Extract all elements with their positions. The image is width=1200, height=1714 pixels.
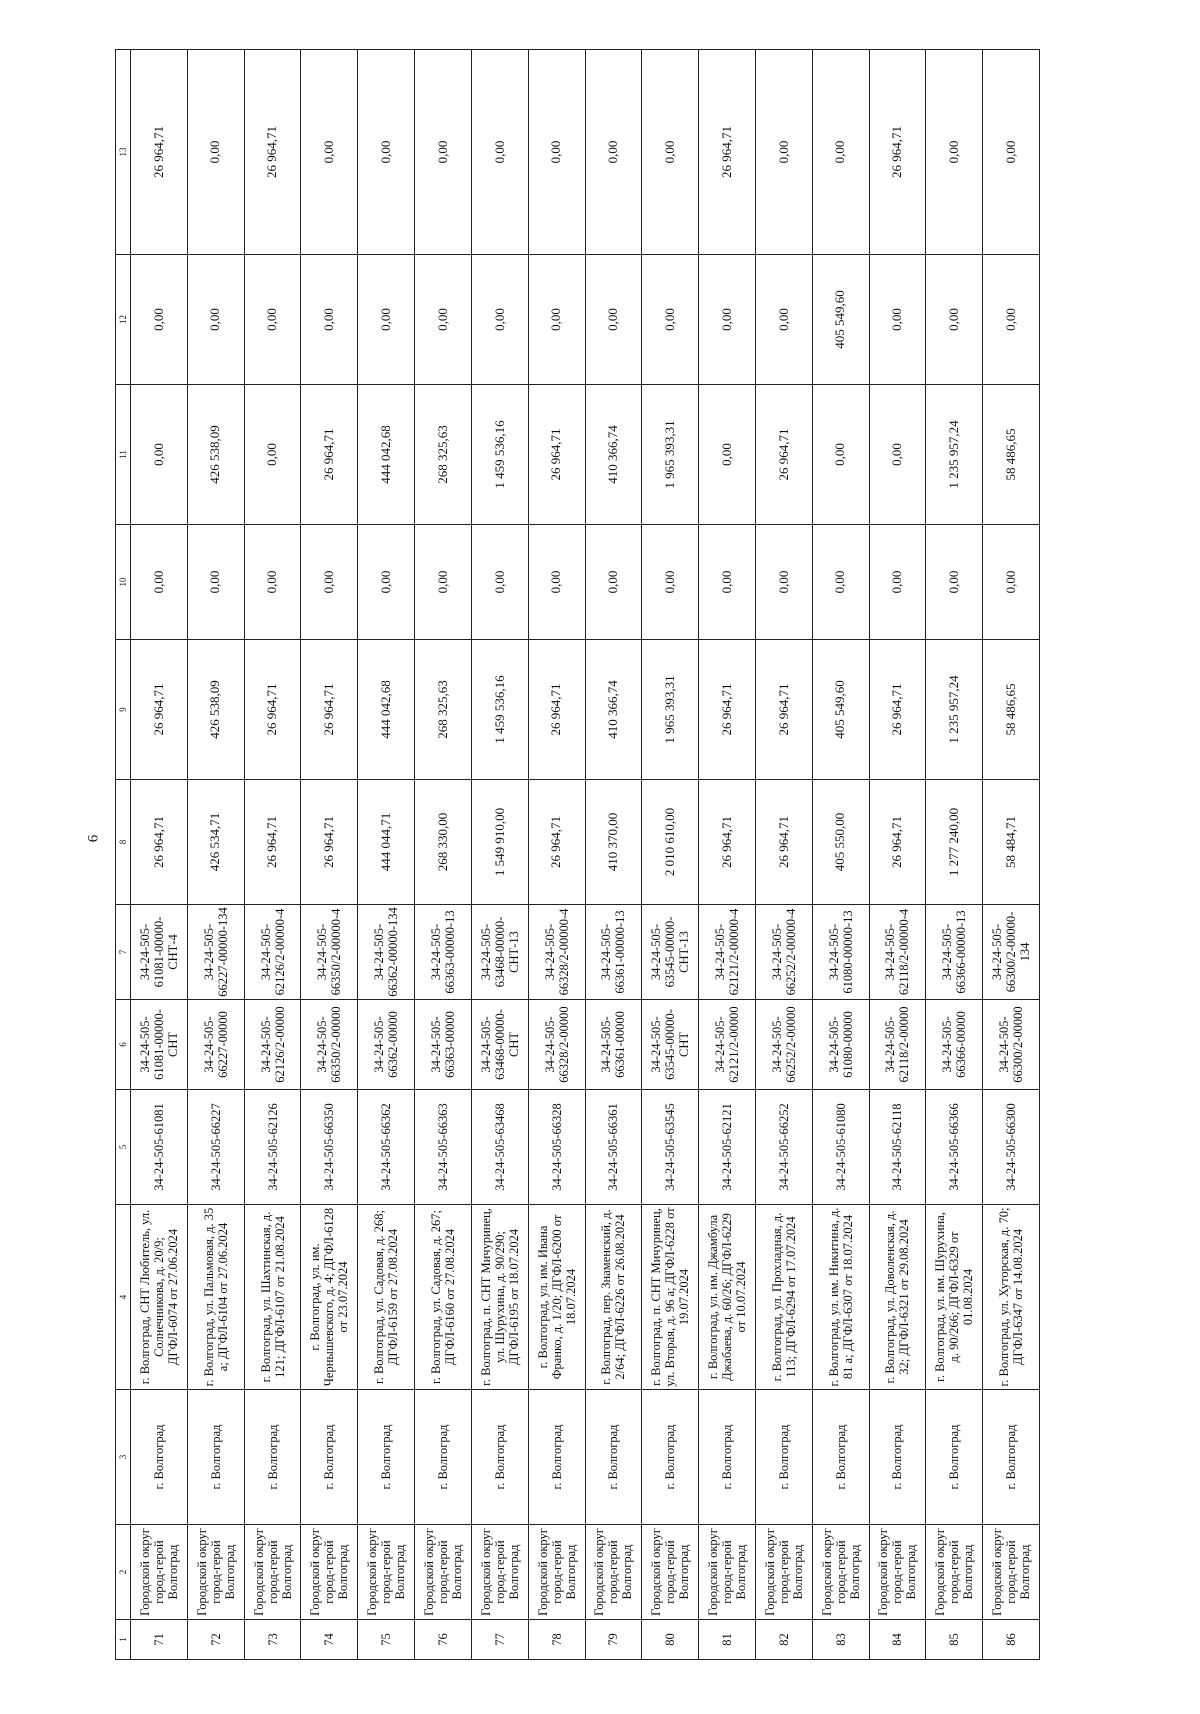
municipality: Городской округ город-герой Волгоград — [528, 1525, 585, 1620]
amount-11: 268 325,63 — [415, 385, 472, 525]
column-number: 10 — [116, 525, 131, 640]
amount-8: 58 484,71 — [983, 780, 1040, 905]
code-6: 34-24-505-62118/2-00000 — [869, 1000, 926, 1090]
code-6: 34-24-505-66328/2-00000 — [528, 1000, 585, 1090]
object-code: 34-24-505-66350 — [301, 1090, 358, 1205]
row-number: 77 — [471, 1620, 528, 1660]
amount-8: 1 277 240,00 — [926, 780, 983, 905]
amount-13: 0,00 — [755, 50, 812, 255]
amount-13: 0,00 — [301, 50, 358, 255]
amount-9: 58 486,65 — [983, 640, 1040, 780]
amount-10: 0,00 — [642, 525, 699, 640]
row-number: 74 — [301, 1620, 358, 1660]
address: г. Волгоград, ул. Садовая, д. 267; ДГФЛ-6160 от 27.08.2024 — [415, 1205, 472, 1390]
table-row — [755, 50, 812, 1660]
column-number-row — [116, 50, 131, 1660]
amount-12: 0,00 — [528, 255, 585, 385]
amount-13: 0,00 — [187, 50, 244, 255]
address: г. Волгоград, ул. им. Джамбула Джабаева, д. 60/26; ДГФЛ-6229 от 10.07.2024 — [699, 1205, 756, 1390]
amount-8: 410 370,00 — [585, 780, 642, 905]
city: г. Волгоград — [642, 1390, 699, 1525]
amount-10: 0,00 — [301, 525, 358, 640]
amount-8: 26 964,71 — [528, 780, 585, 905]
amount-9: 405 549,60 — [812, 640, 869, 780]
amount-10: 0,00 — [244, 525, 301, 640]
amount-8: 2 010 610,00 — [642, 780, 699, 905]
object-code: 34-24-505-62121 — [699, 1090, 756, 1205]
table-row — [983, 50, 1040, 1660]
code-7: 34-24-505-61080-00000-13 — [812, 905, 869, 1000]
row-number: 84 — [869, 1620, 926, 1660]
column-number: 2 — [116, 1525, 131, 1620]
amount-13: 0,00 — [585, 50, 642, 255]
row-number: 72 — [187, 1620, 244, 1660]
amount-8: 444 044,71 — [358, 780, 415, 905]
city: г. Волгоград — [699, 1390, 756, 1525]
city: г. Волгоград — [812, 1390, 869, 1525]
amount-8: 405 550,00 — [812, 780, 869, 905]
code-6: 34-24-505-66363-00000 — [415, 1000, 472, 1090]
amount-11: 0,00 — [869, 385, 926, 525]
amount-12: 0,00 — [983, 255, 1040, 385]
amount-9: 26 964,71 — [755, 640, 812, 780]
address: г. Волгоград, ул. Хуторская, д. 70; ДГФЛ-6347 от 14.08.2024 — [983, 1205, 1040, 1390]
municipality: Городской округ город-герой Волгоград — [869, 1525, 926, 1620]
table-row — [471, 50, 528, 1660]
amount-10: 0,00 — [528, 525, 585, 640]
code-6: 34-24-505-66252/2-00000 — [755, 1000, 812, 1090]
row-number: 85 — [926, 1620, 983, 1660]
amount-10: 0,00 — [983, 525, 1040, 640]
page-number: 6 — [85, 834, 102, 843]
row-number: 83 — [812, 1620, 869, 1660]
amount-9: 268 325,63 — [415, 640, 472, 780]
data-table — [115, 49, 1040, 1660]
code-6: 34-24-505-61080-00000 — [812, 1000, 869, 1090]
object-code: 34-24-505-66362 — [358, 1090, 415, 1205]
amount-12: 0,00 — [926, 255, 983, 385]
code-7: 34-24-505-66363-00000-13 — [415, 905, 472, 1000]
object-code: 34-24-505-66363 — [415, 1090, 472, 1205]
address: г. Волгоград, ул. им. Чернышевского, д. 4; ДГФЛ-6128 от 23.07.2024 — [301, 1205, 358, 1390]
amount-8: 26 964,71 — [699, 780, 756, 905]
amount-11: 0,00 — [244, 385, 301, 525]
amount-12: 0,00 — [585, 255, 642, 385]
municipality: Городской округ город-герой Волгоград — [812, 1525, 869, 1620]
code-6: 34-24-505-63468-00000-СНТ — [471, 1000, 528, 1090]
amount-10: 0,00 — [415, 525, 472, 640]
city: г. Волгоград — [301, 1390, 358, 1525]
amount-12: 0,00 — [358, 255, 415, 385]
row-number: 71 — [131, 1620, 188, 1660]
municipality: Городской округ город-герой Волгоград — [642, 1525, 699, 1620]
code-6: 34-24-505-61081-00000-СНТ — [131, 1000, 188, 1090]
city: г. Волгоград — [585, 1390, 642, 1525]
code-6: 34-24-505-66300/2-00000 — [983, 1000, 1040, 1090]
amount-9: 26 964,71 — [699, 640, 756, 780]
column-number: 5 — [116, 1090, 131, 1205]
city: г. Волгоград — [415, 1390, 472, 1525]
address: г. Волгоград, ул. им. Ивана Франко, д. 1/20; ДГФЛ-6200 от 18.07.2024 — [528, 1205, 585, 1390]
code-7: 34-24-505-63545-00000-СНТ-13 — [642, 905, 699, 1000]
row-number: 82 — [755, 1620, 812, 1660]
object-code: 34-24-505-66252 — [755, 1090, 812, 1205]
address: г. Волгоград, п. СНТ Мичуринец, ул. Вторая, д. 96 а; ДГФЛ-6228 от 19.07.2024 — [642, 1205, 699, 1390]
amount-11: 444 042,68 — [358, 385, 415, 525]
table-row — [812, 50, 869, 1660]
row-number: 81 — [699, 1620, 756, 1660]
amount-11: 26 964,71 — [755, 385, 812, 525]
amount-9: 410 366,74 — [585, 640, 642, 780]
address: г. Волгоград, ул. им. Шурухина, д. 90/266; ДГФЛ-6329 от 01.08.2024 — [926, 1205, 983, 1390]
amount-11: 0,00 — [131, 385, 188, 525]
amount-8: 1 549 910,00 — [471, 780, 528, 905]
amount-9: 426 538,09 — [187, 640, 244, 780]
table-body — [116, 50, 1040, 1660]
code-6: 34-24-505-62121/2-00000 — [699, 1000, 756, 1090]
table-row — [415, 50, 472, 1660]
amount-13: 26 964,71 — [699, 50, 756, 255]
object-code: 34-24-505-62126 — [244, 1090, 301, 1205]
code-7: 34-24-505-62118/2-00000-4 — [869, 905, 926, 1000]
address: г. Волгоград, СНТ Любитель, ул. Солнечникова, д. 20/9; ДГФЛ-6074 от 27.06.2024 — [131, 1205, 188, 1390]
amount-11: 1 459 536,16 — [471, 385, 528, 525]
row-number: 75 — [358, 1620, 415, 1660]
city: г. Волгоград — [187, 1390, 244, 1525]
code-7: 34-24-505-66328/2-00000-4 — [528, 905, 585, 1000]
object-code: 34-24-505-61081 — [131, 1090, 188, 1205]
column-number: 6 — [116, 1000, 131, 1090]
code-6: 34-24-505-62126/2-00000 — [244, 1000, 301, 1090]
amount-13: 0,00 — [528, 50, 585, 255]
city: г. Волгоград — [755, 1390, 812, 1525]
amount-8: 426 534,71 — [187, 780, 244, 905]
amount-11: 1 235 957,24 — [926, 385, 983, 525]
code-6: 34-24-505-66361-00000 — [585, 1000, 642, 1090]
table-row — [358, 50, 415, 1660]
amount-10: 0,00 — [699, 525, 756, 640]
city: г. Волгоград — [869, 1390, 926, 1525]
code-6: 34-24-505-63545-00000-СНТ — [642, 1000, 699, 1090]
amount-9: 26 964,71 — [301, 640, 358, 780]
object-code: 34-24-505-66366 — [926, 1090, 983, 1205]
municipality: Городской округ город-герой Волгоград — [755, 1525, 812, 1620]
object-code: 34-24-505-66361 — [585, 1090, 642, 1205]
object-code: 34-24-505-63468 — [471, 1090, 528, 1205]
column-number: 9 — [116, 640, 131, 780]
amount-11: 58 486,65 — [983, 385, 1040, 525]
municipality: Городской округ город-герой Волгоград — [244, 1525, 301, 1620]
code-7: 34-24-505-66227-00000-134 — [187, 905, 244, 1000]
table-row — [528, 50, 585, 1660]
amount-11: 410 366,74 — [585, 385, 642, 525]
object-code: 34-24-505-66328 — [528, 1090, 585, 1205]
municipality: Городской округ город-герой Волгоград — [415, 1525, 472, 1620]
amount-12: 0,00 — [244, 255, 301, 385]
amount-9: 1 235 957,24 — [926, 640, 983, 780]
row-number: 80 — [642, 1620, 699, 1660]
code-6: 34-24-505-66362-00000 — [358, 1000, 415, 1090]
amount-13: 0,00 — [642, 50, 699, 255]
amount-13: 0,00 — [812, 50, 869, 255]
table-row — [926, 50, 983, 1660]
code-7: 34-24-505-66300/2-00000-134 — [983, 905, 1040, 1000]
amount-8: 268 330,00 — [415, 780, 472, 905]
amount-10: 0,00 — [131, 525, 188, 640]
table-row — [585, 50, 642, 1660]
address: г. Волгоград, ул. Доволенская, д. 32; ДГФЛ-6321 от 29.08.2024 — [869, 1205, 926, 1390]
address: г. Волгоград, ул. Прохладная, д. 113; ДГФЛ-6294 от 17.07.2024 — [755, 1205, 812, 1390]
amount-12: 0,00 — [301, 255, 358, 385]
amount-13: 26 964,71 — [869, 50, 926, 255]
column-number: 3 — [116, 1390, 131, 1525]
city: г. Волгоград — [926, 1390, 983, 1525]
table-row — [301, 50, 358, 1660]
column-number: 12 — [116, 255, 131, 385]
table-row — [244, 50, 301, 1660]
amount-9: 1 965 393,31 — [642, 640, 699, 780]
code-7: 34-24-505-66350/2-00000-4 — [301, 905, 358, 1000]
code-6: 34-24-505-66227-00000 — [187, 1000, 244, 1090]
code-7: 34-24-505-66252/2-00000-4 — [755, 905, 812, 1000]
municipality: Городской округ город-герой Волгоград — [699, 1525, 756, 1620]
code-6: 34-24-505-66350/2-00000 — [301, 1000, 358, 1090]
amount-12: 0,00 — [187, 255, 244, 385]
amount-13: 0,00 — [471, 50, 528, 255]
object-code: 34-24-505-66300 — [983, 1090, 1040, 1205]
amount-10: 0,00 — [869, 525, 926, 640]
city: г. Волгоград — [983, 1390, 1040, 1525]
row-number: 78 — [528, 1620, 585, 1660]
code-7: 34-24-505-62121/2-00000-4 — [699, 905, 756, 1000]
code-7: 34-24-505-62126/2-00000-4 — [244, 905, 301, 1000]
amount-8: 26 964,71 — [301, 780, 358, 905]
amount-13: 0,00 — [415, 50, 472, 255]
table-row — [699, 50, 756, 1660]
row-number: 76 — [415, 1620, 472, 1660]
amount-9: 26 964,71 — [869, 640, 926, 780]
amount-12: 0,00 — [471, 255, 528, 385]
amount-12: 0,00 — [415, 255, 472, 385]
municipality: Городской округ город-герой Волгоград — [471, 1525, 528, 1620]
amount-10: 0,00 — [187, 525, 244, 640]
amount-11: 1 965 393,31 — [642, 385, 699, 525]
code-6: 34-24-505-66366-00000 — [926, 1000, 983, 1090]
object-code: 34-24-505-62118 — [869, 1090, 926, 1205]
amount-13: 26 964,71 — [131, 50, 188, 255]
municipality: Городской округ город-герой Волгоград — [131, 1525, 188, 1620]
object-code: 34-24-505-66227 — [187, 1090, 244, 1205]
city: г. Волгоград — [244, 1390, 301, 1525]
amount-12: 405 549,60 — [812, 255, 869, 385]
address: г. Волгоград, ул. Пальмовая, д. 35 а; ДГФЛ-6104 от 27.06.2024 — [187, 1205, 244, 1390]
address: г. Волгоград, пер. Знаменский, д. 2/64; ДГФЛ-6226 от 26.08.2024 — [585, 1205, 642, 1390]
amount-10: 0,00 — [358, 525, 415, 640]
table-row — [869, 50, 926, 1660]
table-row — [642, 50, 699, 1660]
column-number: 4 — [116, 1205, 131, 1390]
column-number: 13 — [116, 50, 131, 255]
amount-10: 0,00 — [585, 525, 642, 640]
amount-13: 0,00 — [926, 50, 983, 255]
row-number: 86 — [983, 1620, 1040, 1660]
address: г. Волгоград, п. СНТ Мичуринец, ул. Шурухина, д. 90/290; ДГФЛ-6195 от 18.07.2024 — [471, 1205, 528, 1390]
amount-9: 1 459 536,16 — [471, 640, 528, 780]
amount-11: 426 538,09 — [187, 385, 244, 525]
amount-11: 26 964,71 — [301, 385, 358, 525]
amount-9: 26 964,71 — [528, 640, 585, 780]
amount-12: 0,00 — [131, 255, 188, 385]
municipality: Городской округ город-герой Волгоград — [358, 1525, 415, 1620]
city: г. Волгоград — [131, 1390, 188, 1525]
amount-9: 26 964,71 — [131, 640, 188, 780]
table-row — [187, 50, 244, 1660]
object-code: 34-24-505-61080 — [812, 1090, 869, 1205]
code-7: 34-24-505-66366-00000-13 — [926, 905, 983, 1000]
amount-8: 26 964,71 — [244, 780, 301, 905]
rotated-table-container — [115, 50, 1040, 1660]
amount-12: 0,00 — [642, 255, 699, 385]
code-7: 34-24-505-66361-00000-13 — [585, 905, 642, 1000]
column-number: 11 — [116, 385, 131, 525]
address: г. Волгоград, ул. Шахтинская, д. 121; ДГФЛ-6107 от 21.08.2024 — [244, 1205, 301, 1390]
municipality: Городской округ город-герой Волгоград — [187, 1525, 244, 1620]
amount-12: 0,00 — [755, 255, 812, 385]
amount-13: 0,00 — [358, 50, 415, 255]
column-number: 8 — [116, 780, 131, 905]
city: г. Волгоград — [471, 1390, 528, 1525]
row-number: 79 — [585, 1620, 642, 1660]
amount-13: 0,00 — [983, 50, 1040, 255]
municipality: Городской округ город-герой Волгоград — [301, 1525, 358, 1620]
amount-9: 444 042,68 — [358, 640, 415, 780]
column-number: 1 — [116, 1620, 131, 1660]
address: г. Волгоград, ул. им. Никитина, д. 81 а; ДГФЛ-6307 от 18.07.2024 — [812, 1205, 869, 1390]
amount-10: 0,00 — [926, 525, 983, 640]
amount-11: 0,00 — [812, 385, 869, 525]
municipality: Городской округ город-герой Волгоград — [926, 1525, 983, 1620]
amount-12: 0,00 — [699, 255, 756, 385]
amount-11: 26 964,71 — [528, 385, 585, 525]
table-row — [131, 50, 188, 1660]
amount-9: 26 964,71 — [244, 640, 301, 780]
amount-8: 26 964,71 — [755, 780, 812, 905]
object-code: 34-24-505-63545 — [642, 1090, 699, 1205]
address: г. Волгоград, ул. Садовая, д. 268; ДГФЛ-6159 от 27.08.2024 — [358, 1205, 415, 1390]
amount-13: 26 964,71 — [244, 50, 301, 255]
column-number: 7 — [116, 905, 131, 1000]
amount-10: 0,00 — [755, 525, 812, 640]
amount-11: 0,00 — [699, 385, 756, 525]
amount-10: 0,00 — [812, 525, 869, 640]
code-7: 34-24-505-63468-00000-СНТ-13 — [471, 905, 528, 1000]
municipality: Городской округ город-герой Волгоград — [585, 1525, 642, 1620]
amount-8: 26 964,71 — [131, 780, 188, 905]
city: г. Волгоград — [528, 1390, 585, 1525]
amount-12: 0,00 — [869, 255, 926, 385]
city: г. Волгоград — [358, 1390, 415, 1525]
row-number: 73 — [244, 1620, 301, 1660]
municipality: Городской округ город-герой Волгоград — [983, 1525, 1040, 1620]
code-7: 34-24-505-61081-00000-СНТ-4 — [131, 905, 188, 1000]
amount-10: 0,00 — [471, 525, 528, 640]
code-7: 34-24-505-66362-00000-134 — [358, 905, 415, 1000]
amount-8: 26 964,71 — [869, 780, 926, 905]
